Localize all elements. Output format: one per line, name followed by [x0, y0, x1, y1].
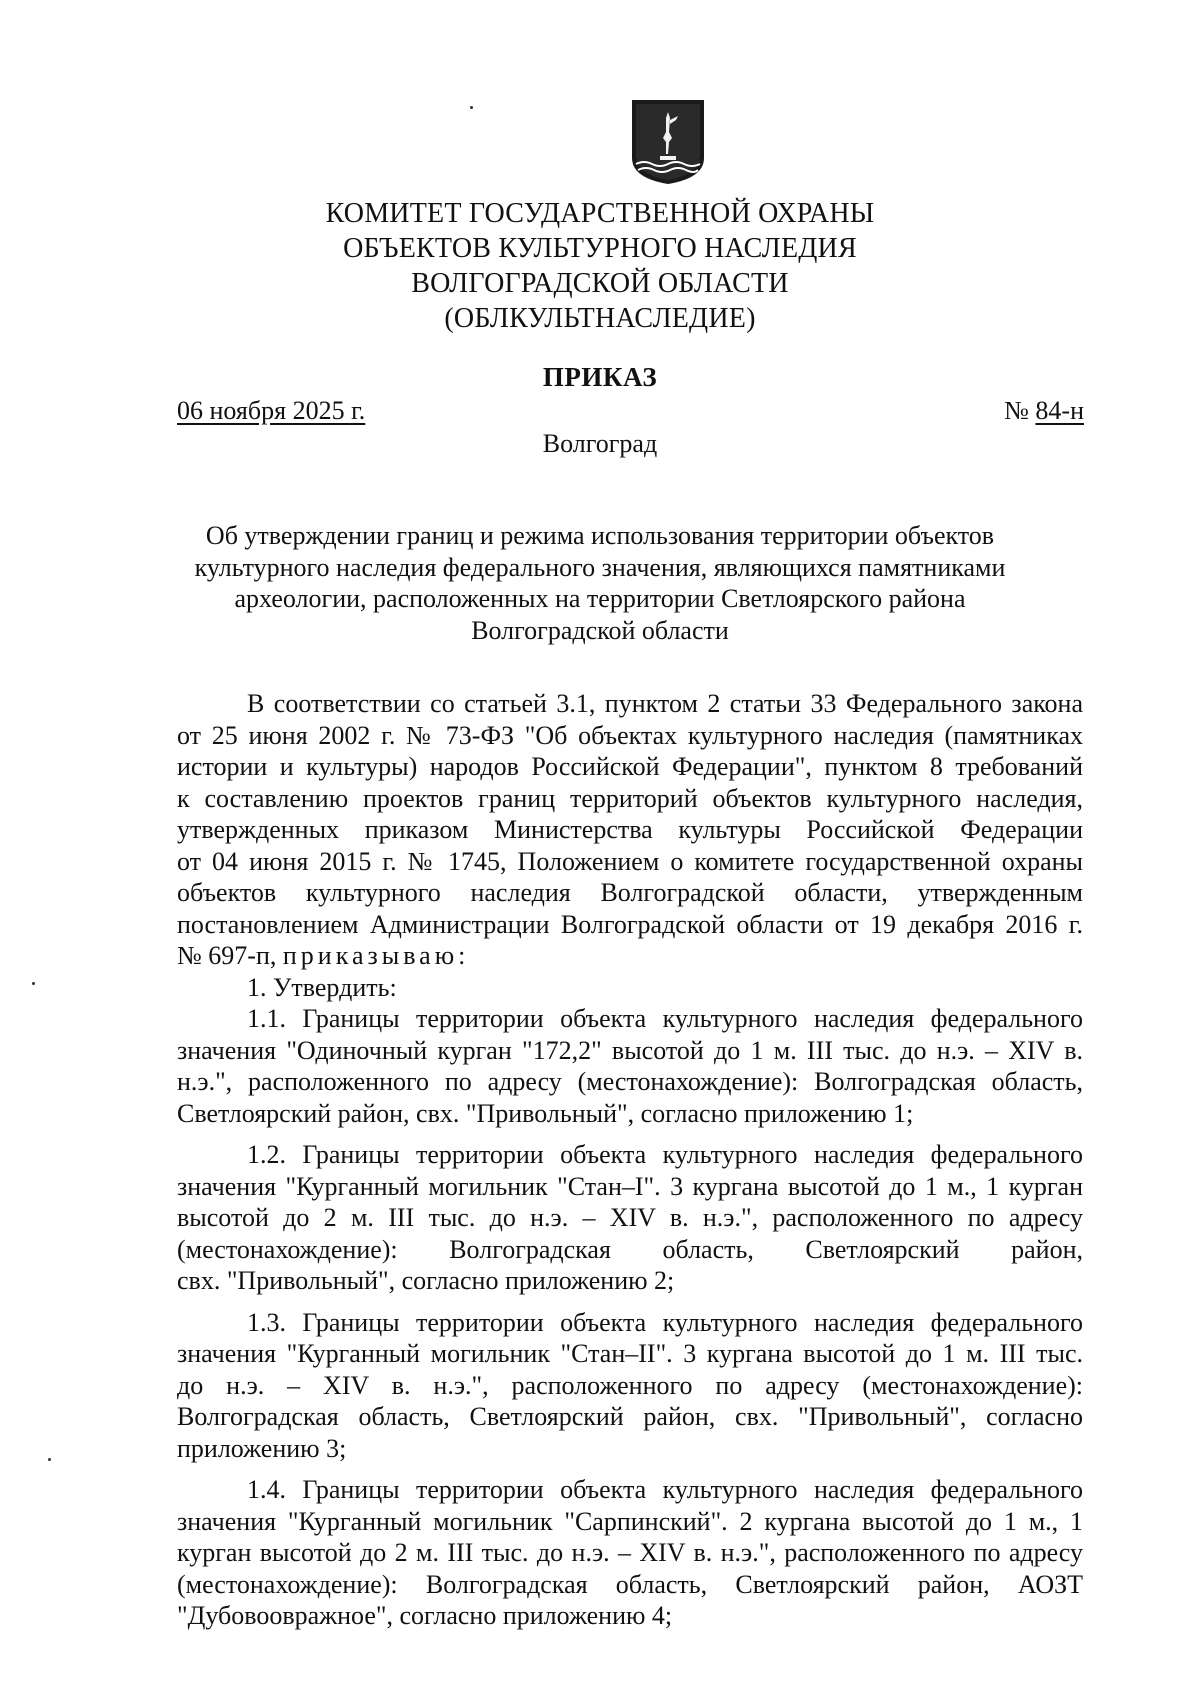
resolution-word: приказываю: — [282, 941, 470, 970]
preamble-paragraph — [177, 688, 1083, 972]
item-line: до н.э. – XIV в. н.э.", расположенного по адресу (местонахождение): — [177, 1370, 1083, 1400]
scan-speck — [48, 1458, 51, 1461]
order-subject — [0, 520, 1200, 646]
item-line: значения "Курганный могильник "Стан–I". 3 кургана высотой до 1 м., 1 курган — [177, 1171, 1083, 1201]
item-line: 1.3. Границы территории объекта культурного наследия федерального — [247, 1307, 1083, 1337]
resolution-reference: № 697-п, — [177, 941, 277, 970]
order-number — [1004, 396, 1084, 426]
item-line: значения "Курганный могильник "Стан–II". 3 кургана высотой до 1 м. III тыс. — [177, 1339, 1083, 1368]
header-line-3: ВОЛГОГРАДСКОЙ ОБЛАСТИ — [411, 268, 789, 299]
item-line: свх. "Привольный", согласно приложению 2; — [177, 1266, 675, 1295]
item-line: значения "Одиночный курган "172,2" высотой до 1 м. III тыс. до н.э. – XIV в. — [177, 1035, 1083, 1065]
preamble-line: объектов культурного наследия Волгоградской области, утвержденным — [177, 878, 1083, 907]
item-1-3 — [177, 1307, 1083, 1465]
item-1-1 — [177, 1003, 1083, 1129]
item-line: 1.4. Границы территории объекта культурного наследия федерального — [247, 1475, 1083, 1504]
order-city: Волгоград — [542, 429, 658, 458]
organization-header — [0, 196, 1200, 336]
preamble-last-line — [177, 940, 1083, 972]
scan-speck — [470, 106, 473, 109]
item-line: приложению 3; — [177, 1433, 347, 1463]
number-sign: № — [1004, 396, 1029, 425]
coat-of-arms-emblem — [630, 98, 706, 186]
item-line: высотой до 2 м. III тыс. до н.э. – XIV в. н.э.", расположенного по адресу — [177, 1203, 1083, 1232]
item-1-2 — [177, 1139, 1083, 1297]
preamble-line: постановлением Администрации Волгоградской области от 19 декабря 2016 г. — [177, 909, 1083, 939]
header-line-4: (ОБЛКУЛЬТНАСЛЕДИЕ) — [444, 303, 756, 334]
item-line: 1.1. Границы территории объекта культурного наследия федерального — [247, 1004, 1083, 1033]
order-body — [177, 688, 1083, 1632]
header-line-2: ОБЪЕКТОВ КУЛЬТУРНОГО НАСЛЕДИЯ — [343, 233, 857, 264]
number-value: 84-н — [1035, 396, 1084, 425]
item-line: Волгоградская область, Светлоярский район, свх. "Привольный", согласно — [177, 1402, 1083, 1431]
preamble-line: к составлению проектов границ территорий объектов культурного наследия, — [177, 783, 1083, 813]
document-title: ПРИКАЗ — [542, 362, 658, 392]
item-line: Светлоярский район, свх. "Привольный", согласно приложению 1; — [177, 1098, 914, 1128]
order-date: 06 ноября 2025 г. — [177, 396, 366, 425]
preamble-line: утвержденных приказом Министерства культуры Российской Федерации — [177, 815, 1083, 844]
preamble-line: истории и культуры) народов Российской Федерации", пунктом 8 требований — [177, 752, 1083, 781]
preamble-line: В соответствии со статьей 3.1, пунктом 2 статьи 33 Федерального закона — [247, 689, 1083, 718]
preamble-line: от 04 июня 2015 г. № 1745, Положением о комитете государственной охраны — [177, 846, 1083, 876]
item-1-4 — [177, 1474, 1083, 1632]
subject-line: Волгоградской области — [471, 615, 729, 645]
subject-line: культурного наследия федерального значения, являющихся памятниками — [194, 552, 1006, 582]
item-line: курган высотой до 2 м. III тыс. до н.э. – XIV в. н.э.", расположенного по адресу — [177, 1538, 1083, 1567]
scan-speck — [32, 982, 35, 985]
item-line: "Дубовоовражное", согласно приложению 4; — [177, 1601, 673, 1630]
item-approve: 1. Утвердить: — [247, 972, 397, 1002]
item-line: 1.2. Границы территории объекта культурного наследия федерального — [247, 1140, 1083, 1169]
preamble-line: от 25 июня 2002 г. № 73-ФЗ "Об объектах культурного наследия (памятниках — [177, 720, 1083, 750]
item-line: значения "Курганный могильник "Сарпинский". 2 кургана высотой до 1 м., 1 — [177, 1506, 1083, 1536]
item-line: н.э.", расположенного по адресу (местонахождение): Волгоградская область, — [177, 1067, 1083, 1096]
item-line: (местонахождение): Волгоградская область, Светлоярский район, — [177, 1234, 1083, 1264]
subject-line: археологии, расположенных на территории Светлоярского района — [234, 584, 966, 613]
item-line: (местонахождение): Волгоградская область, Светлоярский район, АОЗТ — [177, 1569, 1083, 1599]
header-line-1: КОМИТЕТ ГОСУДАРСТВЕННОЙ ОХРАНЫ — [325, 198, 875, 229]
subject-line: Об утверждении границ и режима использования территории объектов — [205, 521, 995, 550]
